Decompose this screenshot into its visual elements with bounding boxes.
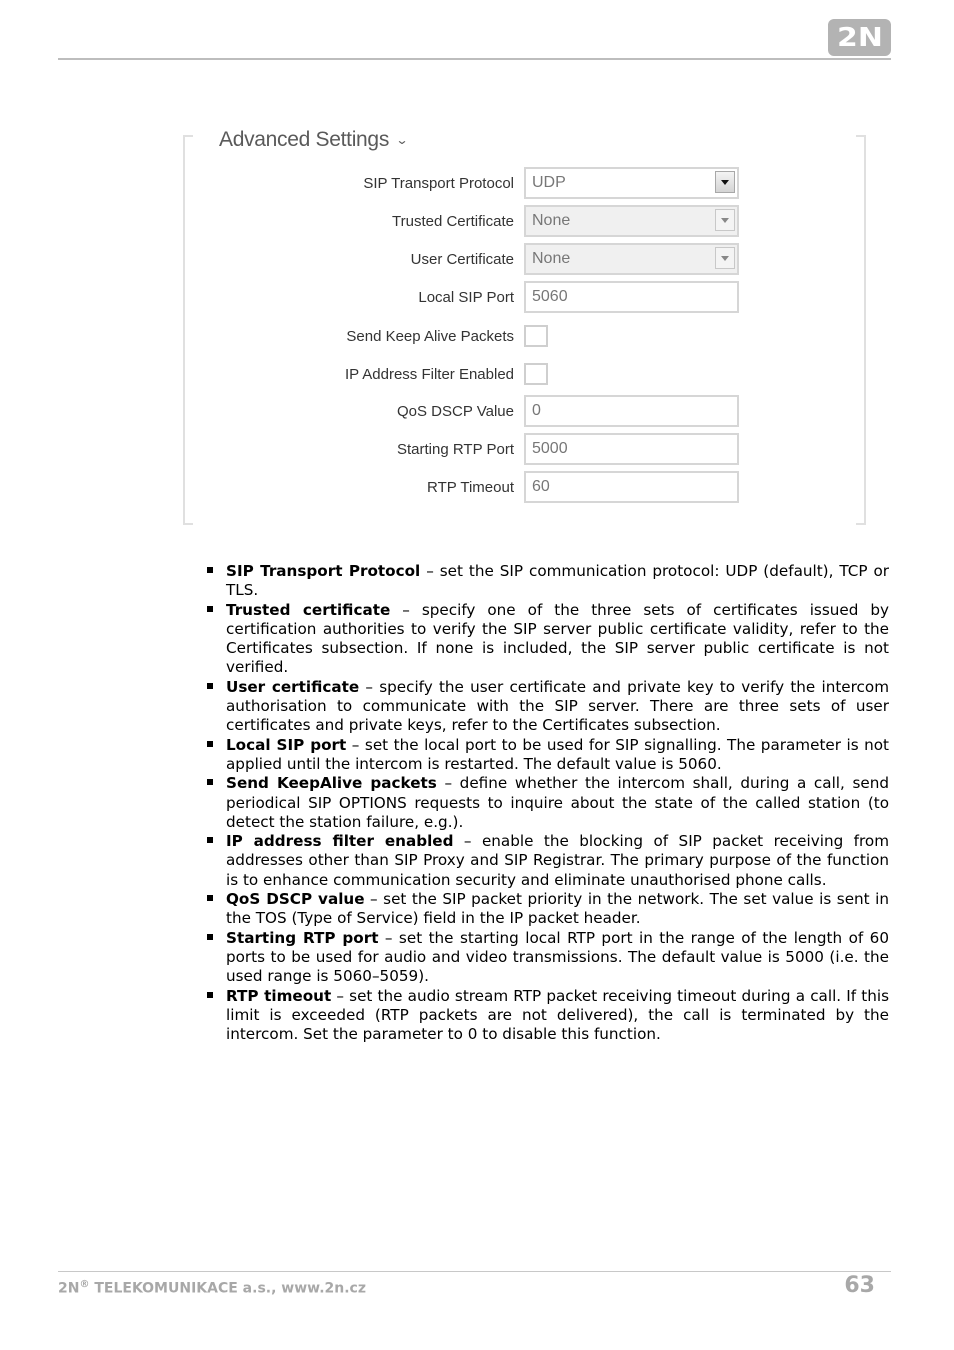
row-ip-address-filter	[300, 358, 750, 390]
trusted-certificate-select[interactable]: None	[524, 205, 739, 237]
trusted-certificate-label: Trusted Certificate	[392, 212, 514, 230]
dropdown-arrow-icon[interactable]	[715, 171, 735, 193]
sip-transport-protocol-select[interactable]: UDP	[524, 167, 739, 199]
user-certificate-label: User Certificate	[410, 250, 514, 268]
row-user-certificate	[300, 243, 750, 275]
footer-divider	[58, 1271, 891, 1272]
sip-transport-protocol-label: SIP Transport Protocol	[363, 174, 514, 192]
ip-address-filter-checkbox[interactable]	[524, 363, 548, 385]
list-item: SIP Transport Protocol – set the SIP communication protocol: UDP (default), TCP or TLS.	[206, 562, 889, 601]
row-local-sip-port	[300, 281, 750, 313]
list-item: Starting RTP port – set the starting local RTP port in the range of the length of 60 ports to be used for audio and video transmissions. The default value is 5000 (i.e. the used range is 5060–5059).	[206, 929, 889, 987]
send-keep-alive-checkbox[interactable]	[524, 325, 548, 347]
local-sip-port-input[interactable]: 5060	[524, 281, 739, 313]
dropdown-arrow-icon[interactable]	[715, 247, 735, 269]
qos-dscp-label: QoS DSCP Value	[396, 402, 514, 420]
row-send-keep-alive	[300, 320, 750, 352]
2n-logo: 2N	[828, 19, 891, 56]
footer-company: 2N® TELEKOMUNIKACE a.s., www.2n.cz	[58, 1279, 366, 1297]
list-item: Local SIP port – set the local port to be used for SIP signalling. The parameter is not applied until the intercom is restarted. The default value is 5060.	[206, 736, 889, 775]
rtp-timeout-label: RTP Timeout	[427, 478, 514, 496]
list-item: RTP timeout – set the audio stream RTP packet receiving timeout during a call. If this limit is exceeded (RTP packets are not delivered), the call is terminated by the intercom. Set the parameter to 0 to disable this function.	[206, 987, 889, 1045]
list-item: User certificate – specify the user certificate and private key to verify the intercom authorisation to communicate with the SIP server. There are three sets of user certificates and private keys, refer to the Certificates subsection.	[206, 678, 889, 736]
panel-bracket-right	[856, 135, 866, 525]
list-item: Trusted certificate – specify one of the three sets of certificates issued by certification authorities to verify the SIP server public certificate validity, refer to the Certificates subsection. If none is included, the SIP server public certificate is not verified.	[206, 601, 889, 678]
list-item: IP address filter enabled – enable the blocking of SIP packet receiving from addresses other than SIP Proxy and SIP Registrar. The primary purpose of the function is to enhance communication security and eliminate unauthorised phone calls.	[206, 832, 889, 890]
local-sip-port-label: Local SIP Port	[418, 288, 514, 306]
page-number: 63	[844, 1273, 875, 1298]
row-sip-transport-protocol	[300, 167, 750, 199]
panel-title: Advanced Settings	[219, 128, 390, 151]
row-starting-rtp-port	[300, 433, 750, 465]
starting-rtp-port-label: Starting RTP Port	[397, 440, 514, 458]
rtp-timeout-input[interactable]: 60	[524, 471, 739, 503]
ip-address-filter-label: IP Address Filter Enabled	[345, 365, 514, 383]
row-rtp-timeout	[300, 471, 750, 503]
user-certificate-select[interactable]: None	[524, 243, 739, 275]
list-item: Send KeepAlive packets – define whether the intercom shall, during a call, send periodical SIP OPTIONS requests to inquire about the state of the called station (to detect the station failure, e.g.).	[206, 774, 889, 832]
starting-rtp-port-input[interactable]: 5000	[524, 433, 739, 465]
header-divider	[58, 58, 891, 60]
row-qos-dscp	[300, 395, 750, 427]
parameter-descriptions	[206, 562, 889, 1044]
panel-bracket-left	[183, 135, 193, 525]
chevron-down-icon: ⌄	[395, 133, 409, 147]
send-keep-alive-label: Send Keep Alive Packets	[346, 327, 514, 345]
list-item: QoS DSCP value – set the SIP packet priority in the network. The set value is sent in the TOS (Type of Service) field in the IP packet header.	[206, 890, 889, 929]
qos-dscp-input[interactable]: 0	[524, 395, 739, 427]
row-trusted-certificate	[300, 205, 750, 237]
dropdown-arrow-icon[interactable]	[715, 209, 735, 231]
advanced-settings-toggle[interactable]	[219, 128, 407, 152]
